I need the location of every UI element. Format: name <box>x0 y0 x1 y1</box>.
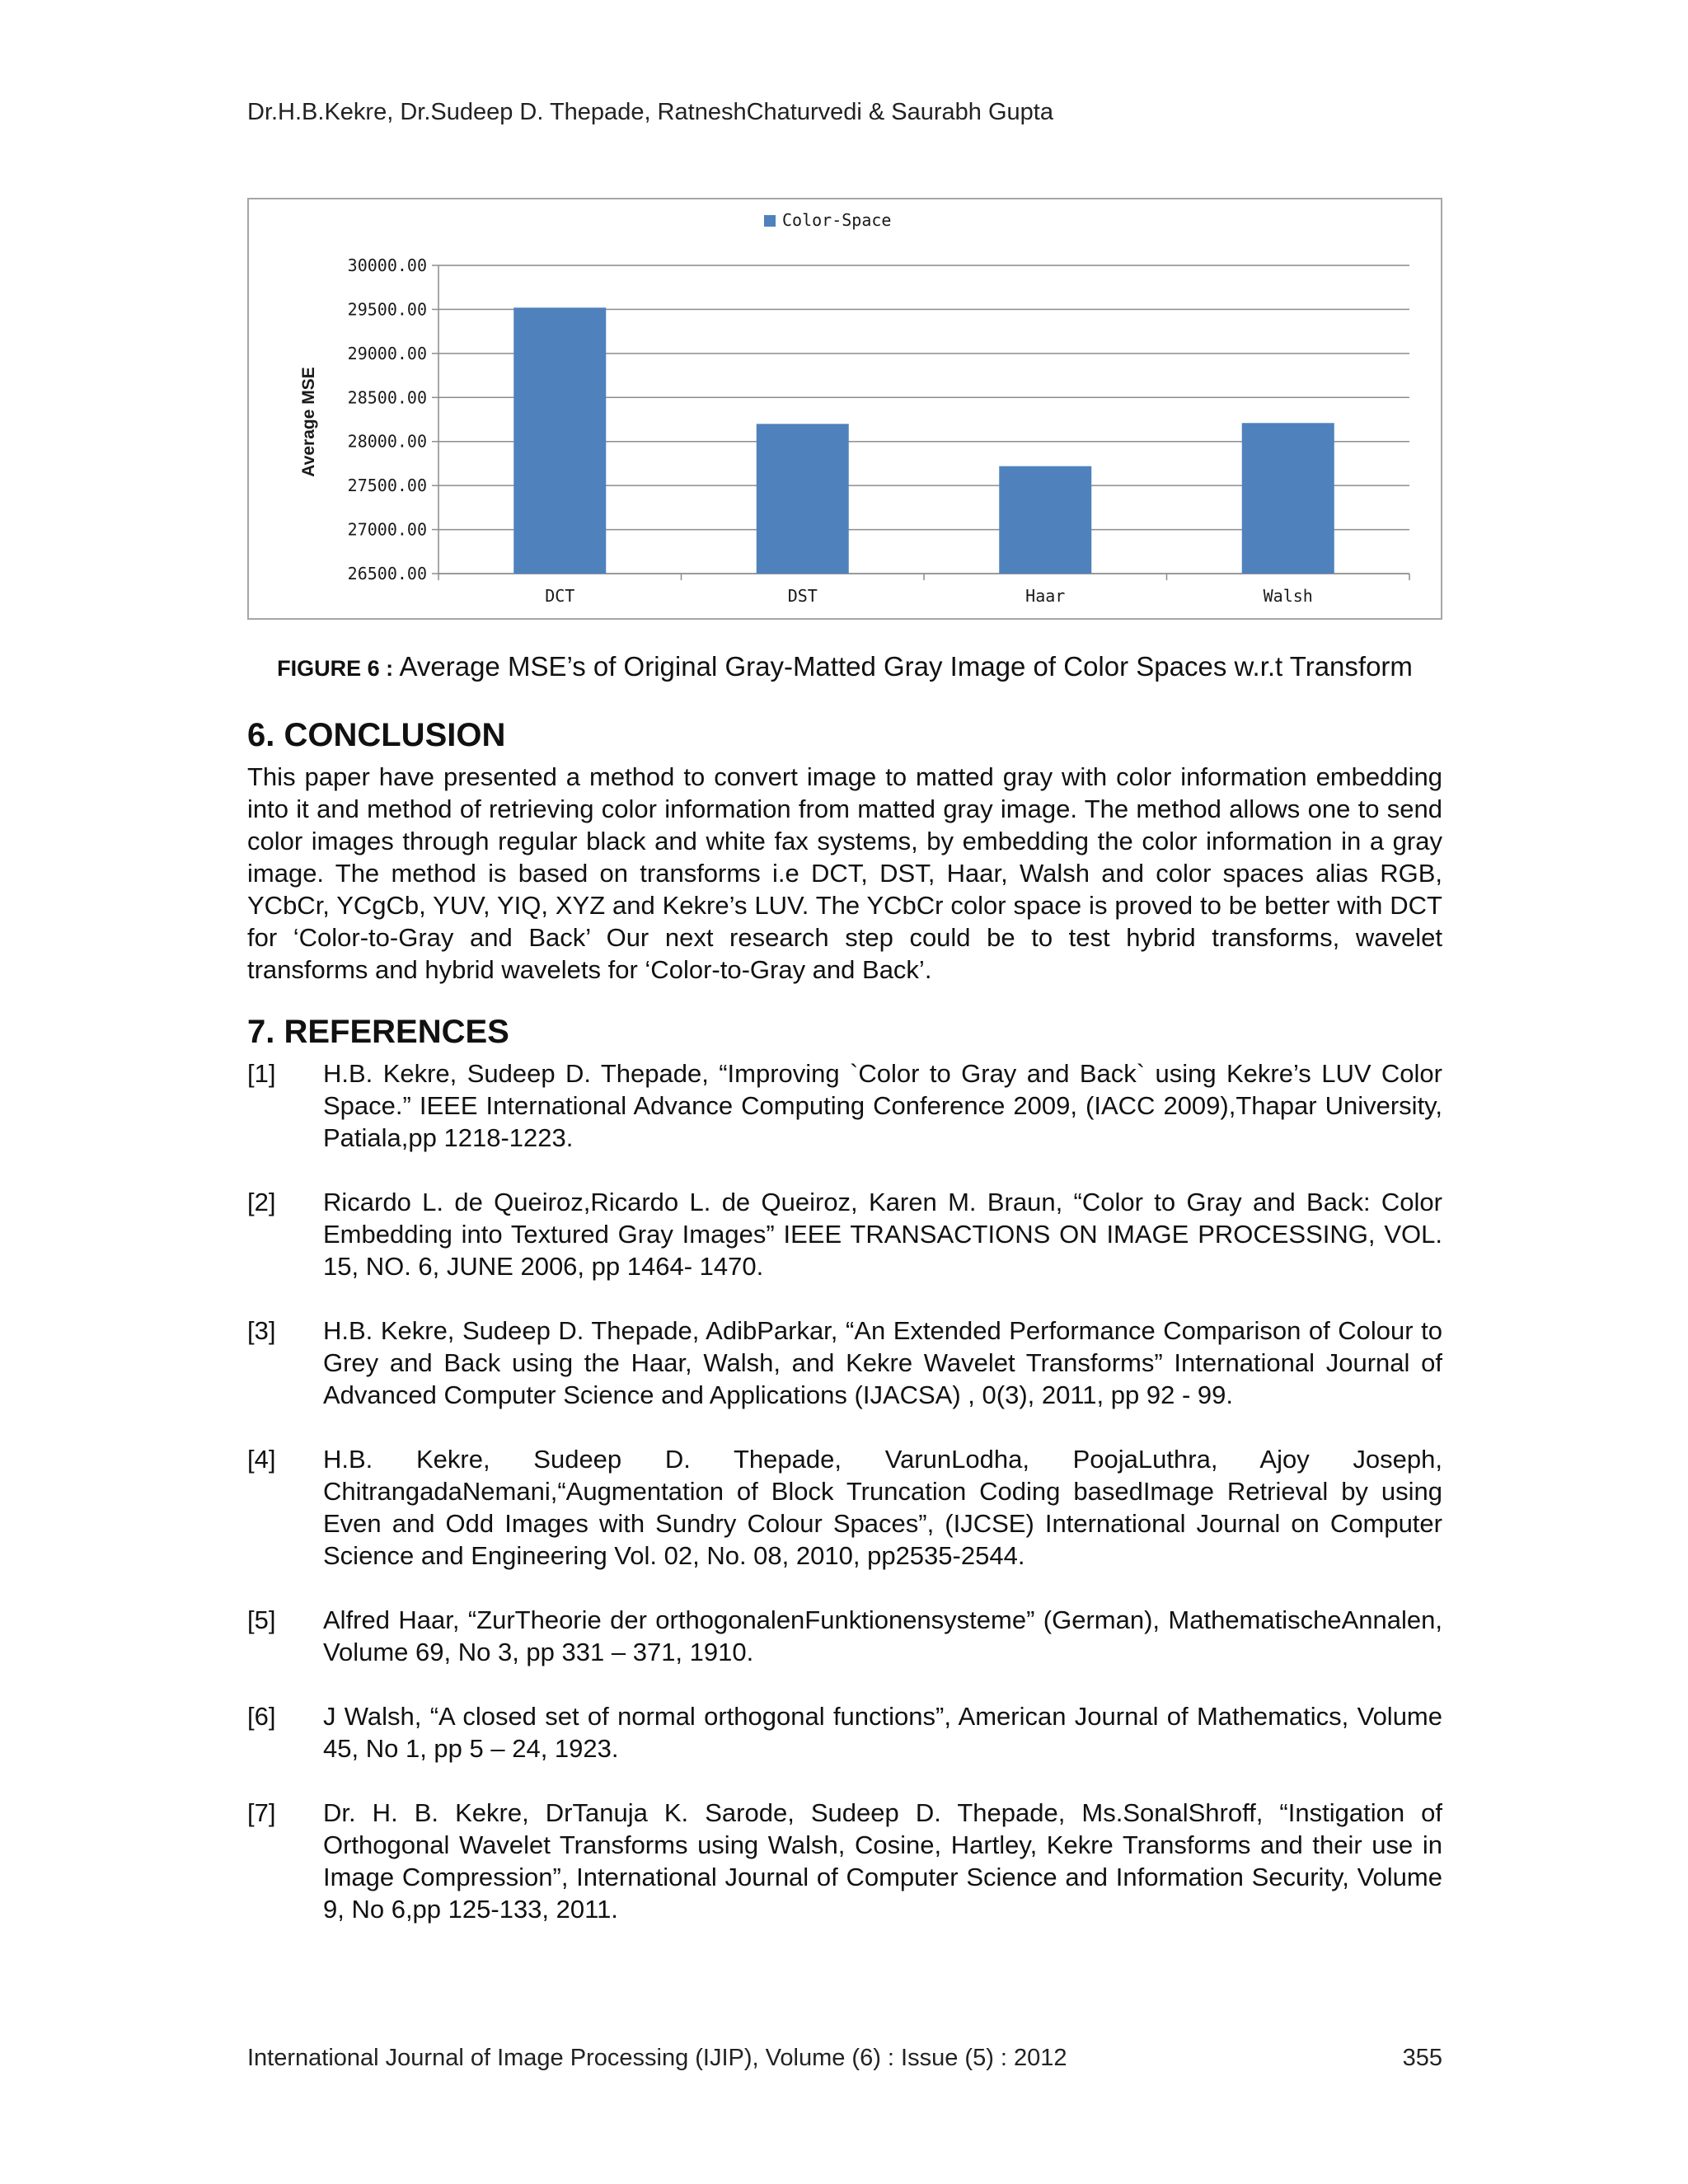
y-tick-label: 30000.00 <box>347 255 427 275</box>
page-number: 355 <box>1402 2045 1442 2071</box>
y-axis-label: Average MSE <box>299 367 318 477</box>
figure-caption-text: Average MSE’s of Original Gray-Matted Gray Image of Color Spaces w.r.t Transform <box>399 651 1413 682</box>
x-category-label: Haar <box>1025 586 1066 606</box>
reference-item <box>247 1315 1442 1411</box>
reference-item <box>247 1186 1442 1282</box>
y-tick-label: 26500.00 <box>347 564 427 583</box>
reference-number: [2] <box>247 1188 276 1216</box>
reference-text: H.B. Kekre, Sudeep D. Thepade, AdibParkar, “An Extended Performance Comparison of Colour to Grey and Back using the Haar, Walsh, and Kekre Wavelet Transforms” International Journal of Advanced Computer Science and Applications (IJACSA) , 0(3), 2011, pp 92 - 99. <box>323 1316 1442 1409</box>
bar-chart-svg <box>249 199 1441 618</box>
bar-dct <box>513 307 606 574</box>
x-category-label: Walsh <box>1263 586 1313 606</box>
reference-number: [7] <box>247 1798 276 1827</box>
legend-swatch <box>764 215 776 227</box>
reference-item <box>247 1700 1442 1765</box>
reference-text: Alfred Haar, “ZurTheorie der orthogonalenFunktionensysteme” (German), MathematischeAnnalen, Volume 69, No 3, pp 331 – 371, 1910. <box>323 1605 1442 1666</box>
conclusion-paragraph: This paper have presented a method to convert image to matted gray with color information embedding into it and method of retrieving color information from matted gray image. The method allows one to send color images through regular black and white fax systems, by embedding the color information in a gray image. The method is based on transforms i.e DCT, DST, Haar, Walsh and color spaces alias RGB, YCbCr, YCgCb, YUV, YIQ, XYZ and Kekre’s LUV. The YCbCr color space is proved to be better with DCT for ‘Color-to-Gray and Back’ Our next research step could be to test hybrid transforms, wavelet transforms and hybrid wavelets for ‘Color-to-Gray and Back’. <box>247 762 1442 984</box>
references-heading: 7. REFERENCES <box>247 1014 509 1050</box>
running-head-authors: Dr.H.B.Kekre, Dr.Sudeep D. Thepade, RatneshChaturvedi & Saurabh Gupta <box>247 99 1053 125</box>
reference-number: [3] <box>247 1316 276 1345</box>
y-tick-label: 28000.00 <box>347 431 427 452</box>
bar-haar <box>999 466 1091 574</box>
reference-text: H.B. Kekre, Sudeep D. Thepade, VarunLodha, PoojaLuthra, Ajoy Joseph, ChitrangadaNemani,“Augmentation of Block Truncation Coding basedImage Retrieval by using Even and Odd Images with Sundry Colour Spaces”, (IJCSE) International Journal on Computer Science and Engineering Vol. 02, No. 08, 2010, pp2535-2544. <box>323 1445 1442 1570</box>
reference-item <box>247 1797 1442 1925</box>
y-tick-label: 29000.00 <box>347 343 427 363</box>
legend-label: Color-Space <box>782 210 892 230</box>
reference-item <box>247 1604 1442 1668</box>
reference-number: [4] <box>247 1445 276 1474</box>
bar-dst <box>757 424 849 574</box>
x-category-label: DST <box>787 586 818 606</box>
y-tick-label: 27000.00 <box>347 519 427 540</box>
reference-item <box>247 1057 1442 1154</box>
conclusion-heading: 6. CONCLUSION <box>247 717 506 753</box>
reference-number: [5] <box>247 1605 276 1634</box>
y-tick-label: 29500.00 <box>347 299 427 320</box>
x-category-label: DCT <box>545 586 575 606</box>
reference-number: [6] <box>247 1702 276 1731</box>
y-tick-label: 28500.00 <box>347 387 427 408</box>
footer-journal: International Journal of Image Processing (IJIP), Volume (6) : Issue (5) : 2012 <box>247 2045 1067 2071</box>
figure-caption <box>247 651 1442 682</box>
y-tick-label: 27500.00 <box>347 476 427 496</box>
references-list <box>247 1057 1442 1957</box>
reference-item <box>247 1443 1442 1572</box>
figure-label: FIGURE 6 : <box>277 656 394 681</box>
reference-text: Ricardo L. de Queiroz,Ricardo L. de Queiroz, Karen M. Braun, “Color to Gray and Back: Color Embedding into Textured Gray Images” IEEE TRANSACTIONS ON IMAGE PROCESSING, VOL. 15, NO. 6, JUNE 2006, pp 1464- 1470. <box>323 1188 1442 1281</box>
reference-text: H.B. Kekre, Sudeep D. Thepade, “Improving `Color to Gray and Back` using Kekre’s LUV Color Space.” IEEE International Advance Computing Conference 2009, (IACC 2009),Thapar University, Patiala,pp 1218-1223. <box>323 1059 1442 1152</box>
reference-text: J Walsh, “A closed set of normal orthogonal functions”, American Journal of Mathematics, Volume 45, No 1, pp 5 – 24, 1923. <box>323 1702 1442 1763</box>
reference-number: [1] <box>247 1059 276 1088</box>
reference-text: Dr. H. B. Kekre, DrTanuja K. Sarode, Sudeep D. Thepade, Ms.SonalShroff, “Instigation of Orthogonal Wavelet Transforms using Walsh, Cosine, Hartley, Kekre Transforms and their use in Image Compression”, International Journal of Computer Science and Information Security, Volume 9, No 6,pp 125-133, 2011. <box>323 1798 1442 1924</box>
bar-walsh <box>1242 423 1334 574</box>
figure-6-chart <box>247 198 1442 620</box>
